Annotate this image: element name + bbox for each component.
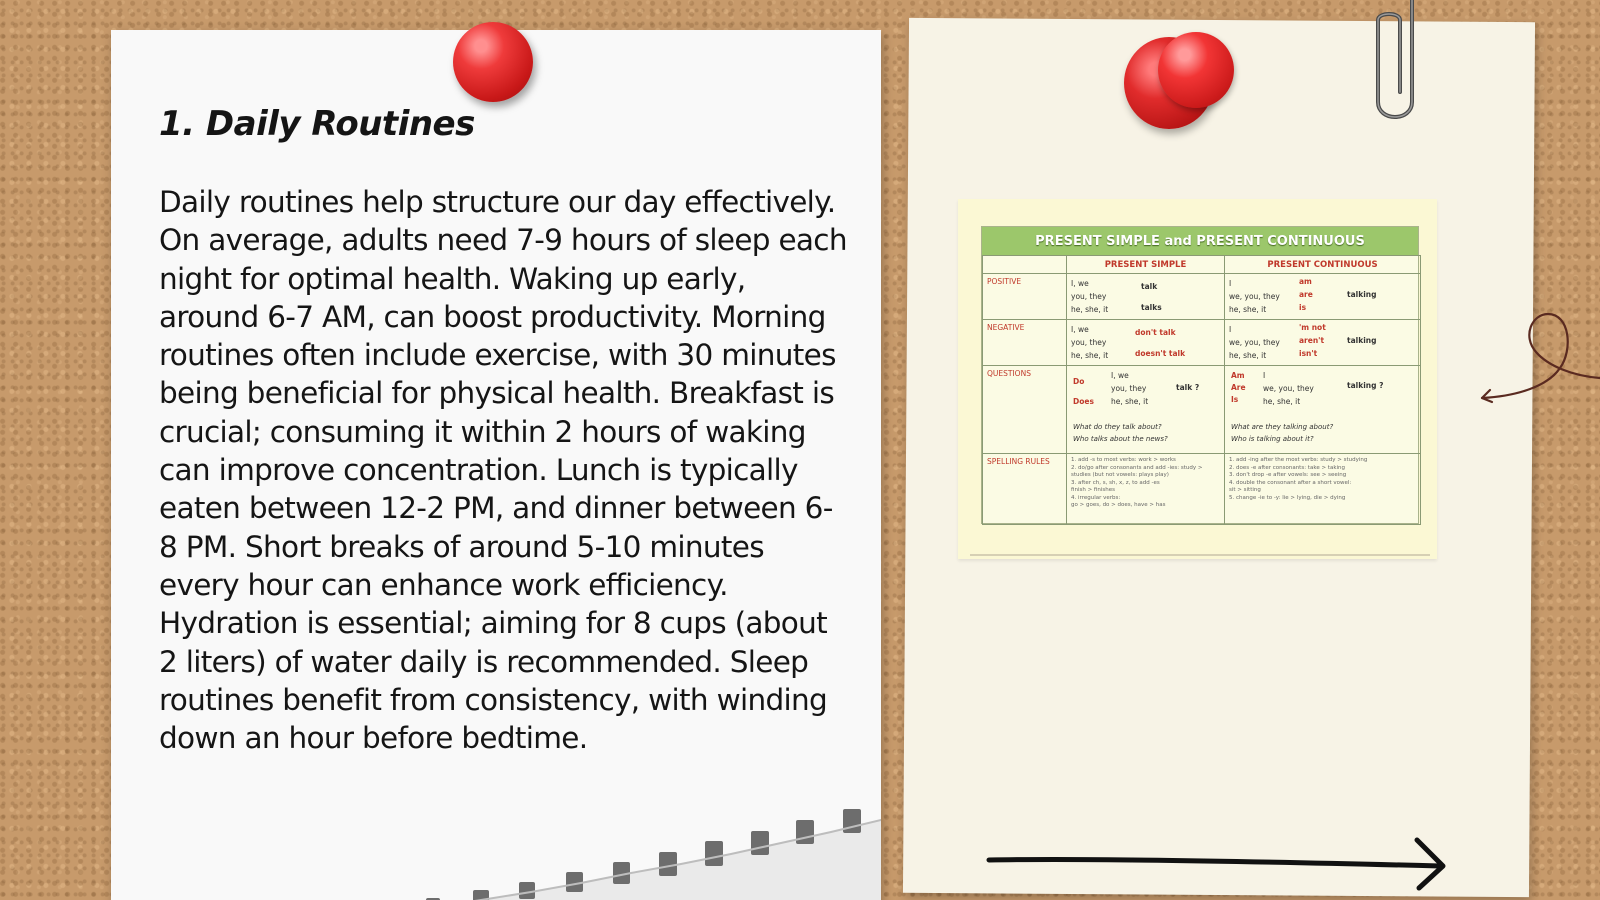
aux-are-q: Are	[1231, 383, 1246, 392]
verb-doesnt-talk: doesn't talk	[1135, 349, 1186, 358]
spelling-simple-rule-3b: finish > finishes	[1071, 487, 1116, 493]
subject-he-she-it-neg-cont: he, she, it	[1229, 351, 1267, 360]
sticky-note-line	[970, 554, 1430, 556]
spelling-cont-rule-1: 1. add -ing after the most verbs: study > studying	[1229, 457, 1368, 463]
row-label-negative: NEGATIVE	[983, 320, 1067, 366]
subject-we-you-they: we, you, they	[1229, 292, 1280, 301]
aux-am: am	[1299, 277, 1312, 286]
aux-does: Does	[1073, 397, 1094, 406]
paperclip-icon	[1372, 0, 1422, 132]
aux-arent: aren't	[1299, 336, 1325, 345]
spelling-cont-rule-3: 3. don't drop -e after vowels: see > seeing	[1229, 472, 1347, 478]
spelling-row	[983, 454, 1421, 525]
simple-example-2: Who talks about the news?	[1073, 435, 1168, 443]
subject-q-i-we: I, we	[1111, 371, 1129, 380]
verb-talking: talking	[1347, 290, 1377, 299]
subject-q-we-you-they: we, you, they	[1263, 384, 1314, 393]
spelling-simple-rule-2: 2. do/go after consonants and add -ies: study > studies (but not vowels: plays play)	[1071, 464, 1203, 478]
spelling-cont-rule-4: 4. double the consonant after a short vowel:	[1229, 479, 1352, 486]
spelling-cont-rule-5: 5. change -ie to -y: lie > lying, die > dying	[1229, 494, 1346, 501]
continuous-example-2: Who is talking about it?	[1231, 435, 1314, 443]
spelling-simple-rule-4b: go > goes, do > does, have > has	[1071, 502, 1166, 508]
spelling-simple-cell	[1067, 454, 1225, 525]
header-empty-cell	[983, 256, 1067, 274]
subject-q-he-she-it-cont: he, she, it	[1263, 397, 1301, 406]
subject-you-they-neg: you, they	[1071, 338, 1107, 347]
questions-continuous-cell	[1225, 366, 1421, 454]
positive-row	[983, 274, 1421, 320]
aux-m-not: 'm not	[1299, 323, 1326, 332]
grammar-chart	[981, 226, 1419, 524]
aux-is-q: Is	[1231, 395, 1239, 404]
header-present-simple: PRESENT SIMPLE	[1067, 256, 1225, 274]
subject-we-you-they-neg: we, you, they	[1229, 338, 1280, 347]
spelling-cont-rule-2: 2. does -e after consonants: take > taking	[1229, 464, 1346, 471]
section-heading: 1. Daily Routines	[159, 104, 475, 144]
subject-he-she-it-neg: he, she, it	[1071, 351, 1109, 360]
aux-do: Do	[1073, 377, 1085, 386]
subject-i: I	[1229, 279, 1232, 288]
spelling-continuous-cell	[1225, 454, 1421, 525]
questions-simple-cell	[1067, 366, 1225, 454]
negative-continuous-cell	[1225, 320, 1421, 366]
left-note-paper	[111, 30, 881, 900]
verb-talks: talks	[1141, 303, 1162, 312]
spelling-simple-rule-3: 3. after ch, s, sh, x, z, to add -es	[1071, 479, 1160, 486]
positive-continuous-cell	[1225, 274, 1421, 320]
spelling-simple-rule-1: 1. add -s to most verbs: work > works	[1071, 457, 1176, 463]
torn-paper-edge	[391, 780, 881, 900]
subject-he-she-it: he, she, it	[1071, 305, 1109, 314]
verb-talk-question: talk ?	[1176, 383, 1200, 392]
negative-row	[983, 320, 1421, 366]
spelling-simple-rule-4: 4. irregular verbs:	[1071, 494, 1121, 501]
subject-he-she-it-cont: he, she, it	[1229, 305, 1267, 314]
subject-i-we-neg: I, we	[1071, 325, 1089, 334]
pushpin-icon	[453, 22, 533, 102]
questions-row	[983, 366, 1421, 454]
spelling-cont-rule-4b: sit > sitting	[1229, 487, 1261, 493]
simple-example-1: What do they talk about?	[1073, 423, 1162, 431]
row-label-spelling: SPELLING RULES	[983, 454, 1067, 525]
subject-q-you-they: you, they	[1111, 384, 1147, 393]
verb-dont-talk: don't talk	[1135, 328, 1176, 337]
positive-simple-cell	[1067, 274, 1225, 320]
subject-q-he-she-it: he, she, it	[1111, 397, 1149, 406]
row-label-positive: POSITIVE	[983, 274, 1067, 320]
aux-isnt: isn't	[1299, 349, 1318, 358]
aux-is: is	[1299, 303, 1307, 312]
subject-i-neg-cont: I	[1229, 325, 1232, 334]
continuous-example-1: What are they talking about?	[1231, 423, 1334, 431]
row-label-questions: QUESTIONS	[983, 366, 1067, 454]
pushpin-icon-front	[1158, 32, 1234, 108]
aux-am-q: Am	[1231, 371, 1245, 380]
subject-you-they: you, they	[1071, 292, 1107, 301]
verb-talking-question: talking ?	[1347, 381, 1384, 390]
subject-q-i: I	[1263, 371, 1266, 380]
header-present-continuous: PRESENT CONTINUOUS	[1225, 256, 1421, 274]
right-arrow-icon	[985, 832, 1450, 892]
grammar-header-row	[983, 256, 1421, 274]
verb-talking-neg: talking	[1347, 336, 1377, 345]
negative-simple-cell	[1067, 320, 1225, 366]
aux-are: are	[1299, 290, 1313, 299]
string-arrow-icon	[1478, 310, 1600, 410]
subject-i-we: I, we	[1071, 279, 1089, 288]
grammar-chart-title: PRESENT SIMPLE and PRESENT CONTINUOUS	[982, 227, 1418, 255]
grammar-table	[982, 255, 1421, 525]
section-body-text: Daily routines help structure our day effectively. On average, adults need 7-9 hours of sleep each night for optimal health. Waking up early, around 6-7 AM, can boost productivity. Morning routines often include exercise, with 30 minutes being beneficial for physical health. Breakfast is crucial; consuming it within 2 hours of waking can improve concentration. Lunch is typically eaten between 12-2 PM, and dinner between 6-8 PM. Short breaks of around 5-10 minutes every hour can enhance work efficiency. Hydration is essential; aiming for 8 cups (about 2 liters) of water daily is recommended. Sleep routines benefit from consistency, with winding down an hour before bedtime.	[159, 185, 847, 756]
verb-talk: talk	[1141, 282, 1158, 291]
